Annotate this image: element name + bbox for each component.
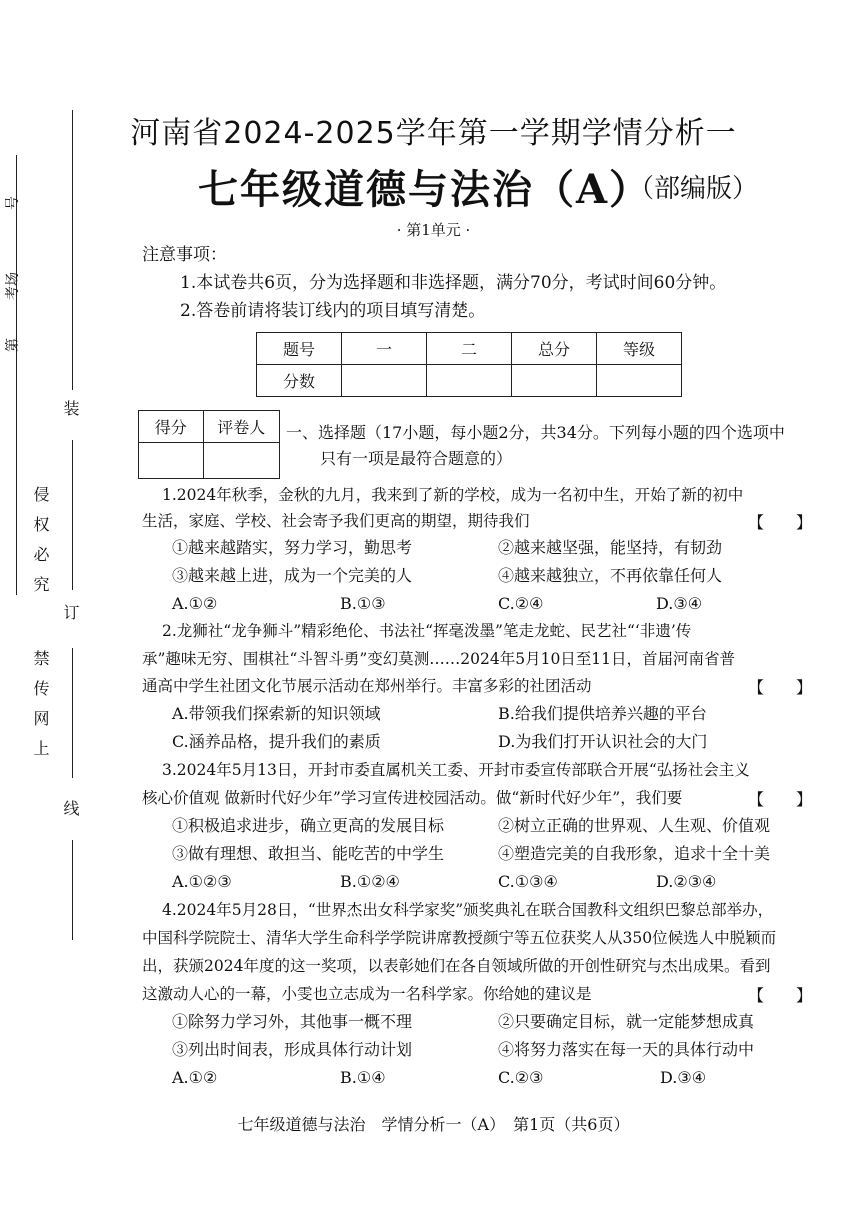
section1-line2: 只有一项是最符合题意的） xyxy=(320,449,513,468)
q1-choice-b[interactable]: B.①③ xyxy=(340,594,386,613)
binding-line-bottom xyxy=(72,840,73,940)
q4-statement-4: ④将努力落实在每一天的具体行动中 xyxy=(498,1040,755,1059)
score-header-cell: 二 xyxy=(427,333,512,365)
answer-bracket-3[interactable]: 【 】 xyxy=(748,790,813,809)
q1-statement-2: ②越来越坚强，能坚持，有韧劲 xyxy=(498,538,723,557)
page-footer: 七年级道德与法治 学情分析一（A） 第1页（共6页） xyxy=(237,1115,630,1134)
q3-choice-a[interactable]: A.①②③ xyxy=(172,872,232,891)
grader-name-cell[interactable] xyxy=(203,443,279,479)
q4-choice-b[interactable]: B.①④ xyxy=(340,1068,386,1087)
question-2-line1: 2.龙狮社“龙争狮斗”精彩绝伦、书法社“挥毫泼墨”笔走龙蛇、民艺社“‘非遗’传 xyxy=(162,622,692,640)
grader-score-label: 得分 xyxy=(139,411,204,443)
q3-choice-c[interactable]: C.①③④ xyxy=(498,872,558,891)
q2-choice-c[interactable]: C.涵养品格，提升我们的素质 xyxy=(172,732,381,751)
question-4-line2: 中国科学院院士、清华大学生命科学学院讲席教授颜宁等五位获奖人从350位候选人中脱颖而 xyxy=(142,929,777,947)
q1-choice-c[interactable]: C.②④ xyxy=(498,594,544,613)
q1-statement-1: ①越来越踏实，努力学习，勤思考 xyxy=(172,538,413,557)
q3-choice-b[interactable]: B.①②④ xyxy=(340,872,400,891)
notice-item-1: 1.本试卷共6页，分为选择题和非选择题，满分70分，考试时间60分钟。 xyxy=(180,273,727,293)
score-header-cell: 一 xyxy=(342,333,427,365)
xian-label: 线 xyxy=(61,800,80,822)
q2-choice-a[interactable]: A.带领我们探索新的知识领域 xyxy=(172,704,381,723)
q1-statement-3: ③越来越上进，成为一个完美的人 xyxy=(172,566,413,585)
q1-statement-4: ④越来越独立，不再依靠任何人 xyxy=(498,566,723,585)
question-1-line1: 1.2024年秋季，金秋的九月，我来到了新的学校，成为一名初中生，开始了新的初中 xyxy=(162,486,744,504)
score-entry-cell[interactable] xyxy=(597,365,682,397)
question-3-line1: 3.2024年5月13日，开封市委直属机关工委、开封市委宣传部联合开展“弘扬社会主义 xyxy=(162,761,750,779)
question-2-line2: 承”趣味无穷、围棋社“斗智斗勇”变幻莫测……2024年5月10日至11日，首届河南省普 xyxy=(142,650,736,668)
section1-line1: 一、选择题（17小题，每小题2分，共34分。下列每小题的四个选项中 xyxy=(286,423,785,442)
q4-statement-1: ①除努力学习外，其他事一概不理 xyxy=(172,1012,413,1031)
question-3-line2: 核心价值观 做新时代好少年”学习宣传进校园活动。做“新时代好少年”，我们要 xyxy=(142,789,683,807)
question-4-line1: 4.2024年5月28日，“世界杰出女科学家奖”颁奖典礼在联合国教科文组织巴黎总部举办， xyxy=(162,901,774,919)
score-entry-cell[interactable] xyxy=(512,365,597,397)
q3-statement-1: ①积极追求进步，确立更高的发展目标 xyxy=(172,816,445,835)
unit-label: · 第1单元 · xyxy=(396,221,471,239)
q1-choice-d[interactable]: D.③④ xyxy=(656,594,703,613)
q2-choice-d[interactable]: D.为我们打开认识社会的大门 xyxy=(498,732,708,751)
grader-table xyxy=(138,410,280,479)
q3-statement-3: ③做有理想、敢担当、能吃苦的中学生 xyxy=(172,844,445,863)
warning-copyright: 侵权必究 xyxy=(31,486,50,606)
score-row-label: 分数 xyxy=(257,365,342,397)
notice-heading: 注意事项： xyxy=(142,245,227,265)
q2-choice-b[interactable]: B.给我们提供培养兴趣的平台 xyxy=(498,704,707,723)
ding-label: 订 xyxy=(61,604,80,626)
room-label: 考场 xyxy=(5,272,21,300)
question-4-line4: 这激动人心的一幕，小雯也立志成为一名科学家。你给她的建议是 xyxy=(142,985,592,1003)
answer-bracket-2[interactable]: 【 】 xyxy=(748,678,813,697)
binding-line-mid xyxy=(72,440,73,590)
q3-statement-2: ②树立正确的世界观、人生观、价值观 xyxy=(498,816,771,835)
score-entry-cell[interactable] xyxy=(427,365,512,397)
exam-title-line1: 河南省2024-2025学年第一学期学情分析一 xyxy=(130,116,737,151)
question-4-line3: 出，获颁2024年度的这一奖项，以表彰她们在各自领域所做的开创性研究与杰出成果。看到 xyxy=(142,957,771,975)
score-table xyxy=(256,332,682,397)
exam-title-main: 七年级道德与法治（A） xyxy=(198,166,652,213)
binding-line-lower xyxy=(72,648,73,778)
di-label: 第 xyxy=(5,338,21,352)
seat-label: 号 xyxy=(5,196,21,210)
q4-statement-2: ②只要确定目标，就一定能梦想成真 xyxy=(498,1012,755,1031)
answer-bracket-4[interactable]: 【 】 xyxy=(748,986,813,1005)
q4-statement-3: ③列出时间表，形成具体行动计划 xyxy=(172,1040,413,1059)
q4-choice-a[interactable]: A.①② xyxy=(172,1068,218,1087)
score-header-cell: 题号 xyxy=(257,333,342,365)
exam-edition: （部编版） xyxy=(628,174,759,204)
score-header-cell: 总分 xyxy=(512,333,597,365)
score-header-cell: 等级 xyxy=(597,333,682,365)
q4-choice-d[interactable]: D.③④ xyxy=(660,1068,707,1087)
question-2-line3: 通高中学生社团文化节展示活动在郑州举行。丰富多彩的社团活动 xyxy=(142,677,592,695)
q4-choice-c[interactable]: C.②③ xyxy=(498,1068,544,1087)
zhuang-label: 装 xyxy=(61,400,80,422)
section1-heading xyxy=(286,420,785,472)
notice-item-2: 2.答卷前请将装订线内的项目填写清楚。 xyxy=(180,301,486,321)
q3-statement-4: ④塑造完美的自我形象，追求十全十美 xyxy=(498,844,771,863)
grader-name-label: 评卷人 xyxy=(203,411,279,443)
q3-choice-d[interactable]: D.②③④ xyxy=(656,872,717,891)
answer-bracket-1[interactable]: 【 】 xyxy=(748,513,813,532)
score-entry-cell[interactable] xyxy=(342,365,427,397)
warning-online: 禁传网上 xyxy=(31,650,50,770)
grader-score-cell[interactable] xyxy=(139,443,204,479)
binding-line-upper xyxy=(72,110,73,390)
q1-choice-a[interactable]: A.①② xyxy=(172,594,218,613)
question-1-line2: 生活，家庭、学校、社会寄予我们更高的期望，期待我们 xyxy=(142,512,530,530)
